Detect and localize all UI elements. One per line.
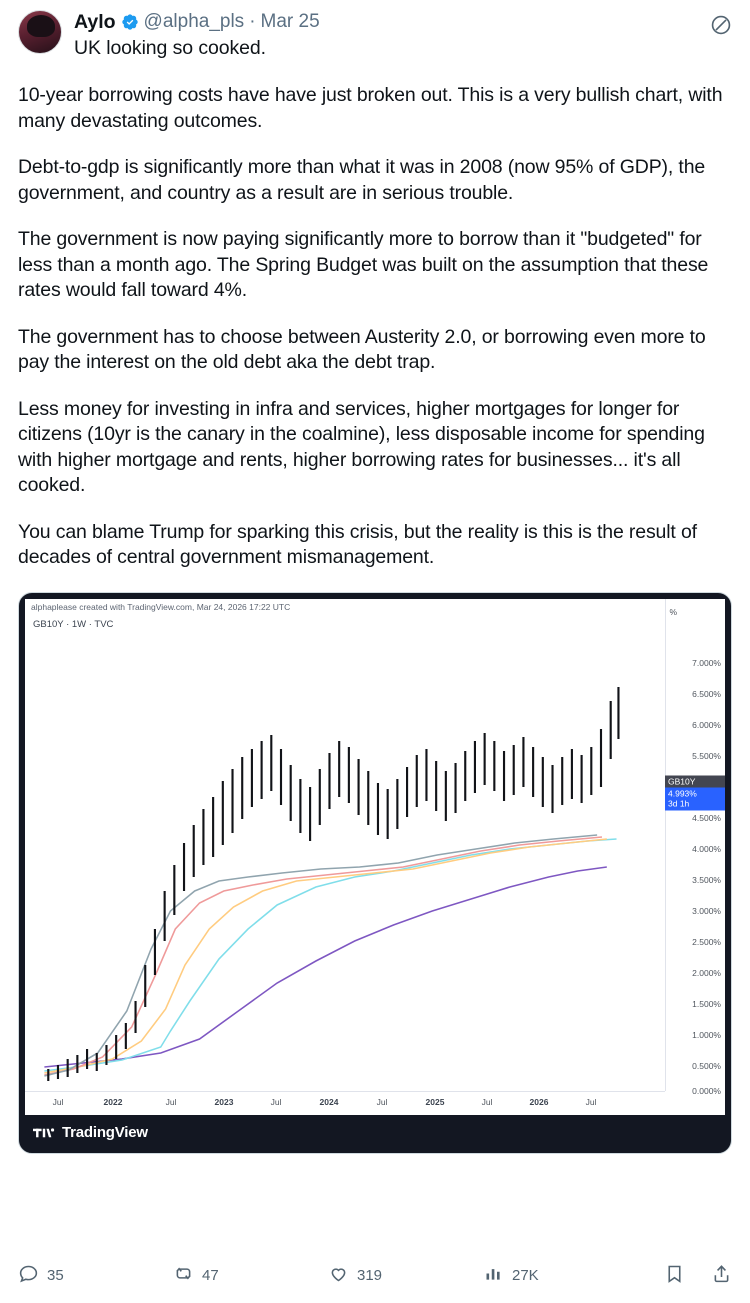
author-display-name[interactable]: Aylo [74,11,116,33]
tweet-paragraph-3: The government is now paying significantly more to borrow than it "budgeted" for less than a month ago. The Spring Budget was built on the assumption that these rates would fall toward 4%. [18,228,709,301]
tweet-paragraph-2: Debt-to-gdp is significantly more than what it was in 2008 (now 95% of GDP), the government, and country as a result are in serious trouble. [18,156,706,204]
share-icon [711,1263,732,1288]
last-price-countdown: 3d 1h [668,798,690,808]
share-button[interactable] [711,1263,732,1288]
price-tick-1500: 1.500% [692,998,721,1009]
tweet-actions [18,1255,732,1295]
tweet-header [18,10,732,61]
price-tick-1000: 1.000% [692,1029,721,1040]
time-tick-6: Jul [376,1096,388,1107]
reply-icon [18,1263,39,1288]
last-price-symbol: GB10Y [665,775,725,787]
verified-badge-icon [121,13,139,31]
tweet-paragraph-6: You can blame Trump for sparking this crisis, but the reality is this is the result of decades of central government mismanagement. [18,520,697,568]
tweet-date[interactable]: Mar 25 [260,11,320,32]
time-tick-3: 2023 [214,1096,234,1107]
avatar[interactable] [18,10,62,54]
price-tick-7000: 7.000% [692,657,721,668]
views-count: 27K [512,1266,539,1284]
last-price-tag [665,775,725,810]
time-tick-10: Jul [585,1096,597,1107]
views-bar-icon [483,1263,504,1288]
price-tick-0000: 0.000% [692,1085,721,1096]
bookmark-icon [664,1263,685,1288]
chart-card[interactable] [18,592,732,1154]
time-tick-7: 2025 [425,1096,445,1107]
time-tick-1: 2022 [103,1096,123,1107]
tradingview-chart[interactable] [25,599,725,1115]
tradingview-brand-label: TradingView [62,1124,148,1141]
price-tick-3000: 3.000% [692,905,721,916]
price-axis [665,599,725,1096]
heart-icon [328,1263,349,1288]
last-price-value: 4.993% [668,788,697,798]
chart-svg [25,629,665,1091]
price-axis-unit: % [669,606,677,617]
price-tick-6000: 6.000% [692,719,721,730]
time-tick-4: Jul [270,1096,282,1107]
reply-count: 35 [47,1266,64,1284]
bookmark-button[interactable] [664,1263,685,1288]
separator-dot: · [249,11,256,32]
tradingview-logo-icon [33,1126,55,1140]
retweet-button[interactable] [173,1263,328,1288]
chart-plot-area [25,629,665,1091]
time-tick-0: Jul [52,1096,64,1107]
price-tick-6500: 6.500% [692,688,721,699]
views-button[interactable] [483,1263,648,1288]
price-tick-4500: 4.500% [692,812,721,823]
tradingview-footer[interactable] [19,1113,731,1153]
like-button[interactable] [328,1263,483,1288]
price-tick-4000: 4.000% [692,843,721,854]
time-tick-5: 2024 [319,1096,339,1107]
chart-symbol-label: GB10Y · 1W · TVC [33,618,114,630]
tweet-body [18,83,732,571]
like-count: 319 [357,1266,383,1284]
time-axis [25,1091,665,1115]
price-tick-2500: 2.500% [692,936,721,947]
tweet-paragraph-4: The government has to choose between Austerity 2.0, or borrowing even more to pay the interest on the old debt aka the debt trap. [18,325,706,373]
tweet-header-main [74,10,732,61]
price-tick-0500: 0.500% [692,1060,721,1071]
author-line [74,10,732,34]
time-tick-2: Jul [165,1096,177,1107]
price-tick-3500: 3.500% [692,874,721,885]
time-tick-8: Jul [481,1096,493,1107]
tweet-lead-text: UK looking so cooked. [74,37,266,59]
tweet-paragraph-5: Less money for investing in infra and services, higher mortgages for longer for citizens (10yr is the canary in the coalmine), less disposable income for spending with higher mortgage and rents, higher borrowing rates for businesses... it's all cooked. [18,397,705,496]
chart-credit-text: alphaplease created with TradingView.com, Mar 24, 2026 17:22 UTC [31,601,291,612]
reply-button[interactable] [18,1263,173,1288]
price-tick-2000: 2.000% [692,967,721,978]
more-options-icon[interactable] [710,14,732,36]
price-tick-5500: 5.500% [692,750,721,761]
tweet-paragraph-1: 10-year borrowing costs have have just broken out. This is a very bullish chart, with many devastating outcomes. [18,84,723,132]
time-tick-9: 2026 [529,1096,549,1107]
author-handle[interactable]: @alpha_pls [143,11,245,32]
retweet-count: 47 [202,1266,219,1284]
retweet-icon [173,1263,194,1288]
